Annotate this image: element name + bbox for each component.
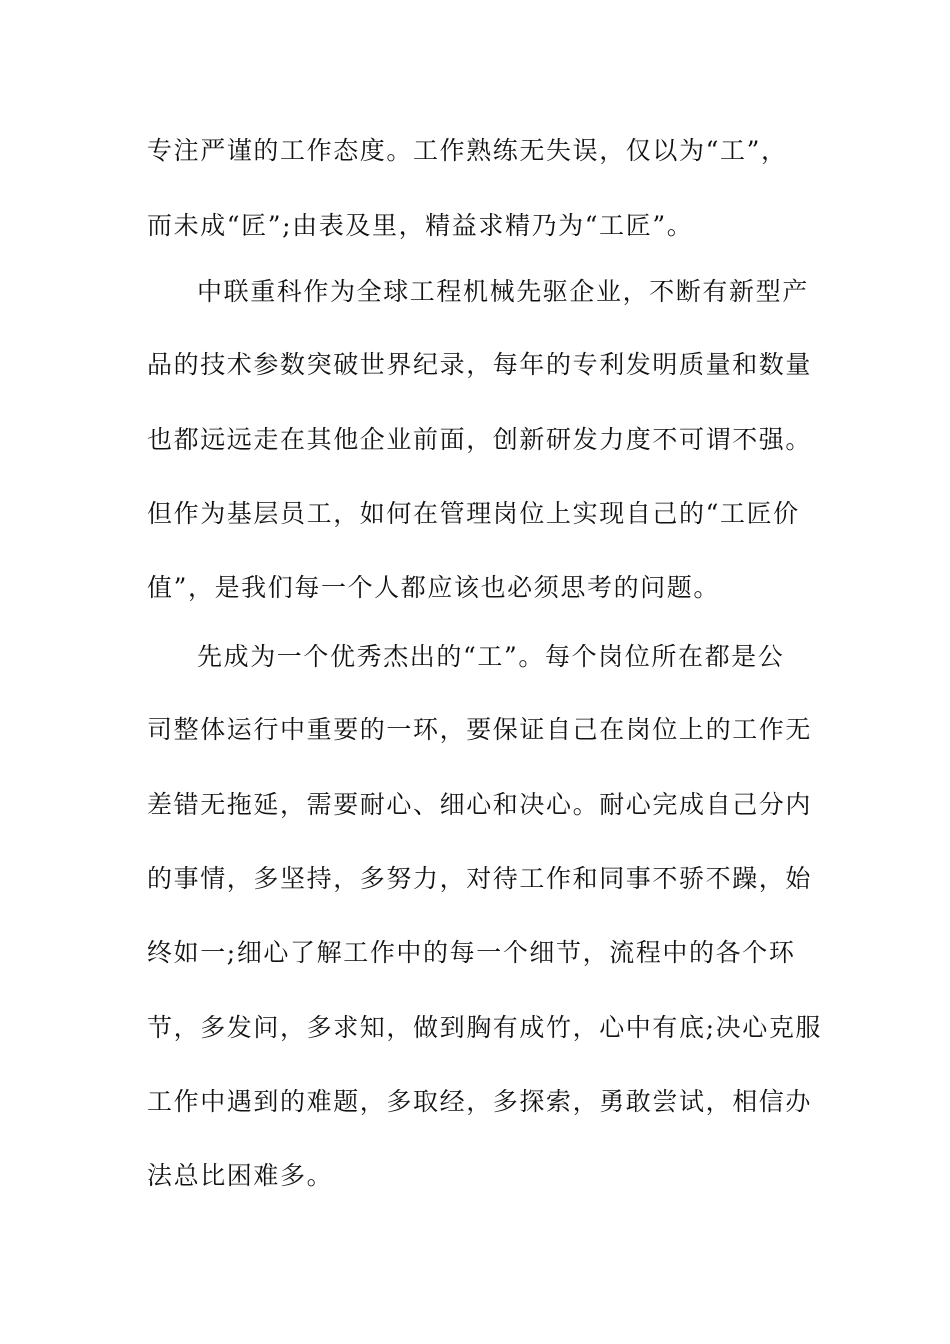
text-line: 值”，是我们每一个人都应该也必须思考的问题。: [147, 573, 720, 602]
text-line: 法总比困难多。: [147, 1161, 334, 1190]
text-line: 也都远远走在其他企业前面，创新研发力度不可谓不强。: [147, 425, 813, 454]
text-line: 司整体运行中重要的一环，要保证自己在岗位上的工作无: [147, 715, 813, 744]
text-line: 工作中遇到的难题，多取经，多探索，勇敢尝试，相信办: [147, 1087, 813, 1116]
text-line: 而未成“匠”;由表及里，精益求精乃为“工匠”。: [147, 211, 694, 240]
text-line: 终如一;细心了解工作中的每一个细节，流程中的各个环: [147, 938, 796, 967]
text-line: 但作为基层员工，如何在管理岗位上实现自己的“工匠价: [147, 499, 800, 528]
text-line: 的事情，多坚持，多努力，对待工作和同事不骄不躁，始: [147, 864, 813, 893]
text-line: 节，多发问，多求知，做到胸有成竹，心中有底;决心克服: [147, 1013, 823, 1042]
text-line: 专注严谨的工作态度。工作熟练无失误，仅以为“工”，: [147, 136, 788, 165]
text-line: 差错无拖延，需要耐心、细心和决心。耐心完成自己分内: [147, 790, 813, 819]
paragraph-start-line: 中联重科作为全球工程机械先驱企业，不断有新型产: [197, 277, 809, 306]
text-line: 品的技术参数突破世界纪录，每年的专利发明质量和数量: [147, 350, 813, 379]
paragraph-start-line: 先成为一个优秀杰出的“工”。每个岗位所在都是公: [197, 642, 785, 671]
